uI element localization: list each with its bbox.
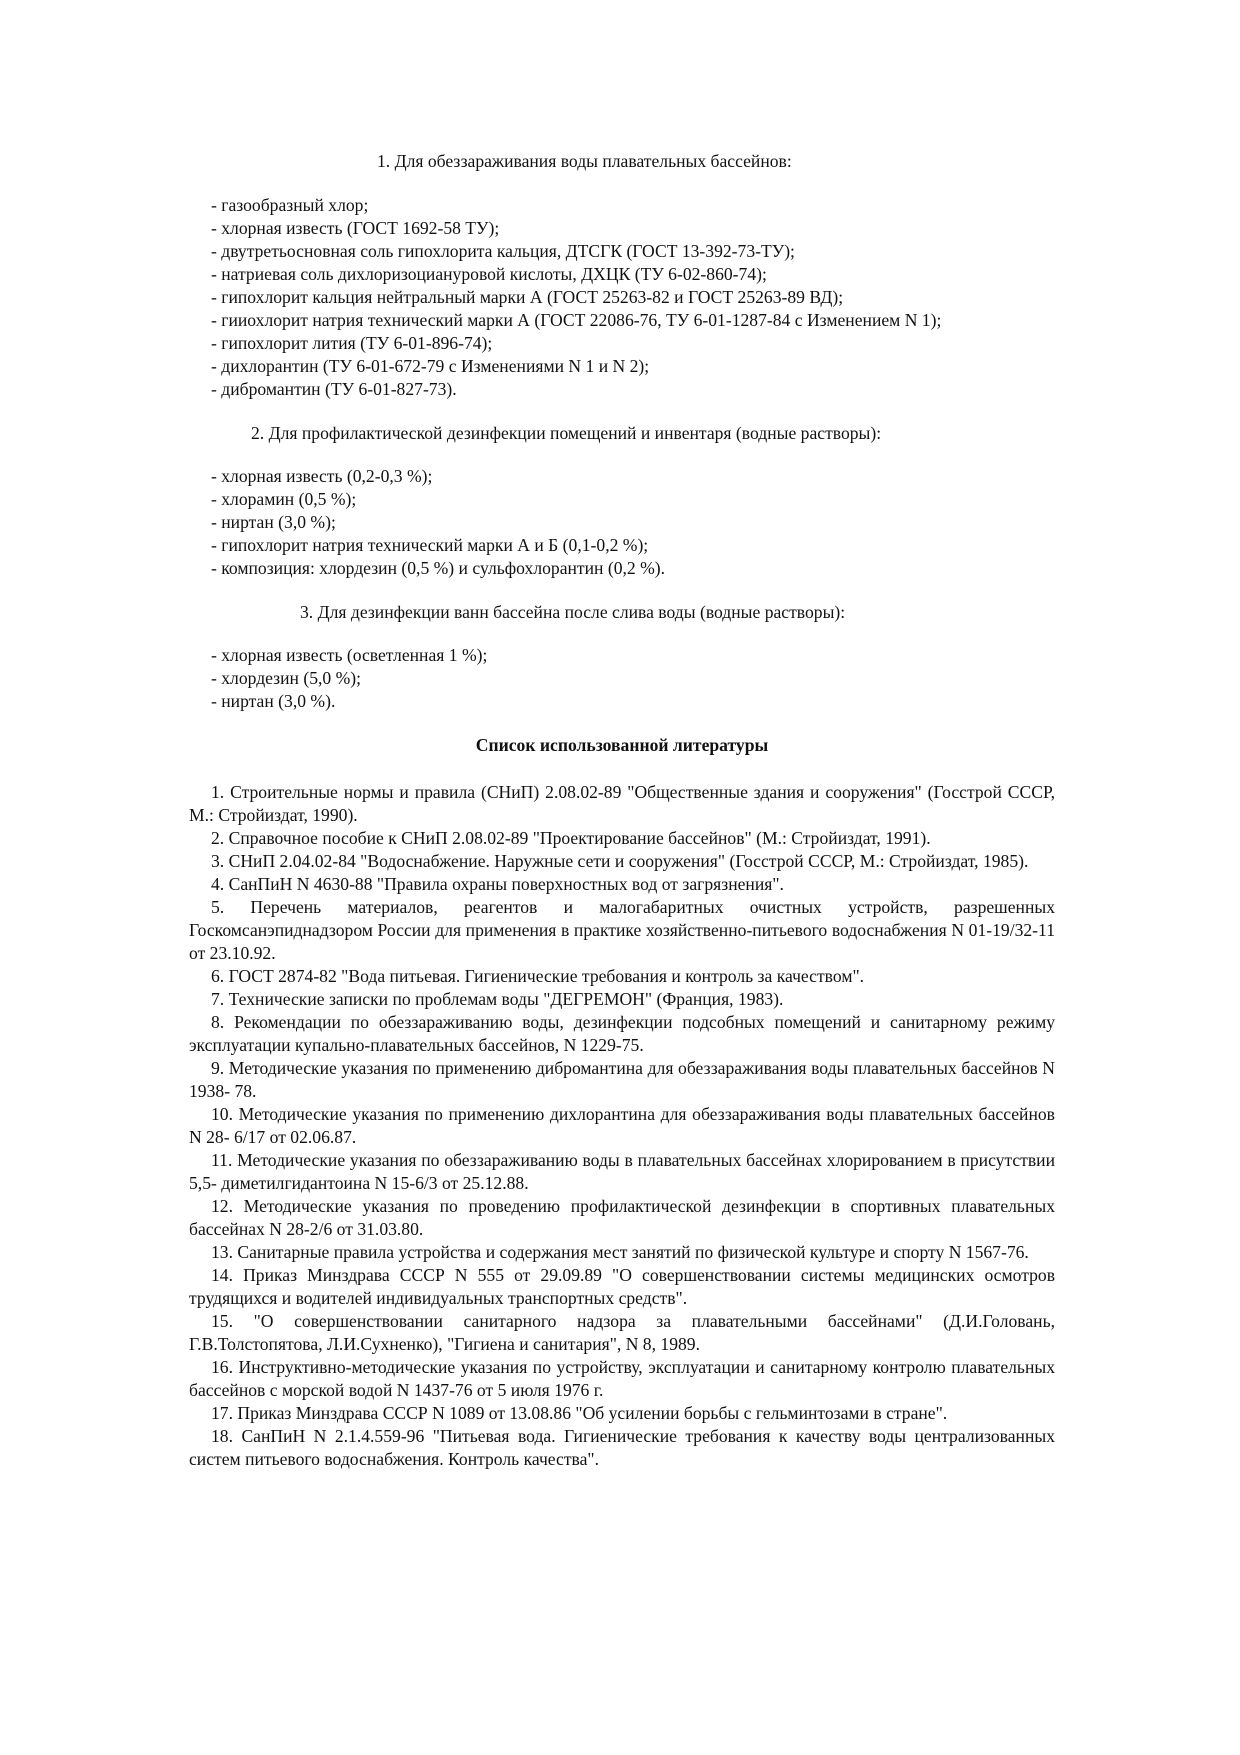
list-item: - гииохлорит натрия технический марки А (ГОСТ 22086-76, ТУ 6-01-1287-84 с Изменением N 1);	[211, 310, 942, 330]
reference-item: 17. Приказ Минздрава СССР N 1089 от 13.08.86 "Об усилении борьбы с гельминтозами в стране".	[211, 1403, 948, 1423]
reference-item: 9. Методические указания по применению дибромантина для обеззараживания воды плавательных бассейнов N 1938- 78.	[189, 1058, 1055, 1101]
section-3-list	[189, 644, 1055, 713]
reference-item: 13. Санитарные правила устройства и содержания мест занятий по физической культуре и спорту N 1567-76.	[211, 1242, 1029, 1262]
reference-item: 11. Методические указания по обеззараживанию воды в плавательных бассейнах хлорированием в присутствии 5,5- диметилгидантоина N 15-6/3 от 25.12.88.	[189, 1150, 1055, 1193]
reference-item: 3. СНиП 2.04.02-84 "Водоснабжение. Наружные сети и сооружения" (Госстрой СССР, М.: Стройиздат, 1985).	[211, 851, 1029, 871]
reference-item: 2. Справочное пособие к СНиП 2.08.02-89 "Проектирование бассейнов" (М.: Стройиздат, 1991).	[211, 828, 931, 848]
reference-item: 5. Перечень материалов, реагентов и малогабаритных очистных устройств, разрешенных Госкомсанэпиднадзором России для применения в практике хозяйственно-питьевого водоснабжения N 01-19/32-11 от 23.10.92.	[189, 897, 1055, 963]
list-item: - газообразный хлор;	[211, 195, 369, 215]
list-item: - гипохлорит лития (ТУ 6-01-896-74);	[211, 333, 493, 353]
reference-item: 1. Строительные нормы и правила (СНиП) 2.08.02-89 "Общественные здания и сооружения" (Госстрой СССР, М.: Стройиздат, 1990).	[189, 782, 1055, 825]
list-item: - хлорная известь (0,2-0,3 %);	[211, 466, 433, 486]
list-item: - дихлорантин (ТУ 6-01-672-79 с Изменениями N 1 и N 2);	[211, 356, 650, 376]
list-item: - ниртан (3,0 %);	[211, 512, 336, 532]
document-page	[189, 150, 1055, 1471]
reference-item: 6. ГОСТ 2874-82 "Вода питьевая. Гигиенические требования и контроль за качеством".	[211, 966, 865, 986]
references-title: Список использованной литературы	[475, 735, 769, 755]
list-item: - дибромантин (ТУ 6-01-827-73).	[211, 379, 457, 399]
reference-item: 4. СанПиН N 4630-88 "Правила охраны поверхностных вод от загрязнения".	[211, 874, 784, 894]
section-1-list	[189, 194, 1055, 401]
reference-item: 7. Технические записки по проблемам воды "ДЕГРЕМОН" (Франция, 1983).	[211, 989, 784, 1009]
list-item: - композиция: хлордезин (0,5 %) и сульфохлорантин (0,2 %).	[211, 558, 666, 578]
reference-item: 15. "О совершенствовании санитарного надзора за плавательными бассейнами" (Д.И.Головань, Г.В.Толстопятова, Л.И.Сухненко), "Гигиена и санитария", N 8, 1989.	[189, 1311, 1055, 1354]
list-item: - ниртан (3,0 %).	[211, 691, 336, 711]
section-2-list	[189, 465, 1055, 580]
references-list	[189, 781, 1055, 1471]
section-3-title: 3. Для дезинфекции ванн бассейна после слива воды (водные растворы):	[300, 602, 846, 622]
list-item: - натриевая соль дихлоризоциануровой кислоты, ДХЦК (ТУ 6-02-860-74);	[211, 264, 767, 284]
reference-item: 16. Инструктивно-методические указания по устройству, эксплуатации и санитарному контролю плавательных бассейнов с морской водой N 1437-76 от 5 июля 1976 г.	[189, 1357, 1055, 1400]
reference-item: 14. Приказ Минздрава СССР N 555 от 29.09.89 "О совершенствовании системы медицинских осмотров трудящихся и водителей индивидуальных транспортных средств".	[189, 1265, 1055, 1308]
reference-item: 10. Методические указания по применению дихлорантина для обеззараживания воды плавательных бассейнов N 28- 6/17 от 02.06.87.	[189, 1104, 1055, 1147]
reference-item: 12. Методические указания по проведению профилактической дезинфекции в спортивных плавательных бассейнах N 28-2/6 от 31.03.80.	[189, 1196, 1055, 1239]
section-1-title: 1. Для обеззараживания воды плавательных бассейнов:	[377, 151, 792, 171]
list-item: - хлорная известь (ГОСТ 1692-58 ТУ);	[211, 218, 500, 238]
list-item: - двутретьосновная соль гипохлорита кальция, ДТСГК (ГОСТ 13-392-73-ТУ);	[211, 241, 795, 261]
section-2-title: 2. Для профилактической дезинфекции помещений и инвентаря (водные растворы):	[251, 423, 882, 443]
list-item: - хлорная известь (осветленная 1 %);	[211, 645, 488, 665]
list-item: - хлорамин (0,5 %);	[211, 489, 357, 509]
reference-item: 18. СанПиН N 2.1.4.559-96 "Питьевая вода. Гигиенические требования к качеству воды централизованных систем питьевого водоснабжения. Контроль качества".	[189, 1426, 1055, 1469]
list-item: - гипохлорит натрия технический марки А и Б (0,1-0,2 %);	[211, 535, 649, 555]
list-item: - гипохлорит кальция нейтральный марки А (ГОСТ 25263-82 и ГОСТ 25263-89 ВД);	[211, 287, 844, 307]
list-item: - хлордезин (5,0 %);	[211, 668, 362, 688]
reference-item: 8. Рекомендации по обеззараживанию воды, дезинфекции подсобных помещений и санитарному режиму эксплуатации купально-плавательных бассейнов, N 1229-75.	[189, 1012, 1055, 1055]
